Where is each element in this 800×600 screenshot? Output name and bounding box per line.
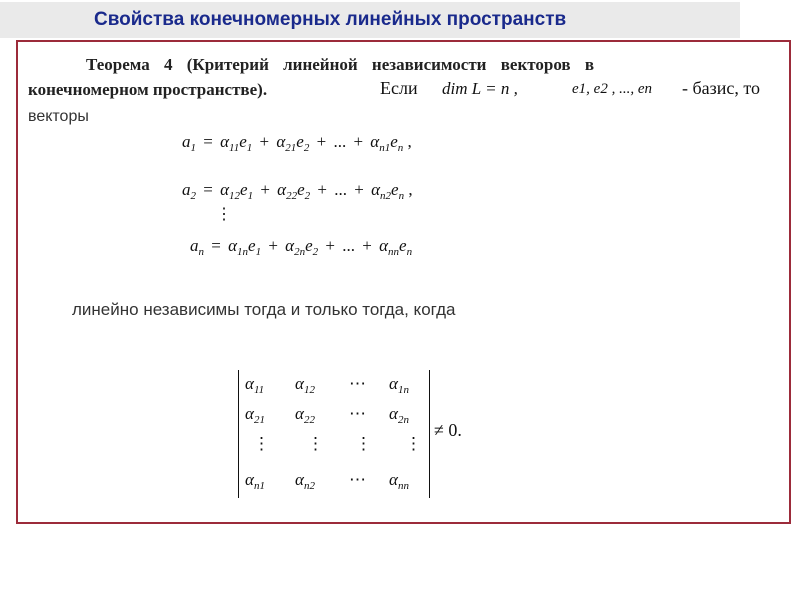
det-cell: $\alpha_{22}$ bbox=[295, 404, 315, 426]
eq1-plus2: + bbox=[316, 132, 327, 151]
eq1-plus1: + bbox=[259, 132, 270, 151]
eq1-equals: = bbox=[203, 132, 213, 151]
theorem-heading: Теорема 4 (Критерий линейной независимости векторов в bbox=[86, 55, 595, 74]
condition-text: линейно независимы тогда и только тогда, когда bbox=[72, 300, 456, 319]
equations-vdots: ⋮ bbox=[216, 206, 232, 223]
det-cell: $\alpha_{n2}$ bbox=[295, 470, 315, 492]
vectors-word: векторы bbox=[28, 108, 89, 125]
eqn-plus1: + bbox=[268, 236, 278, 255]
eqn-term3: $e_n$ bbox=[399, 236, 413, 258]
det-cell: $\alpha_{nn}$ bbox=[389, 470, 409, 492]
eq2-term1: $e_1$ bbox=[240, 180, 254, 202]
det-cell: $\alpha_{n1}$ bbox=[245, 470, 265, 492]
eq1-coeff2: $\alpha_{21}$ bbox=[276, 132, 297, 154]
eq1-plus3: + bbox=[353, 132, 364, 151]
eq1-term1: $e_1$ bbox=[239, 132, 253, 154]
basis-text: - базис, то bbox=[682, 78, 761, 98]
eqn-coeff1: $\alpha_{1n}$ bbox=[228, 236, 249, 258]
eq2-lhs: $a_2$ bbox=[182, 180, 196, 202]
determinant bbox=[238, 370, 430, 498]
det-cell: ⋯ bbox=[349, 470, 366, 489]
eqn-coeff2: $\alpha_{2n}$ bbox=[285, 236, 306, 258]
det-cell: ⋯ bbox=[349, 374, 366, 393]
eqn-equals: = bbox=[211, 236, 221, 255]
det-cell: $\alpha_{1n}$ bbox=[389, 374, 409, 396]
det-cell: ⋮ bbox=[307, 434, 324, 453]
eqn-term2: $e_2$ bbox=[305, 236, 319, 258]
eq1-term3: $e_n$ bbox=[390, 132, 404, 154]
dim-expression: dim L = n , bbox=[442, 79, 518, 98]
theorem-subheading: конечномерном пространстве). bbox=[28, 80, 268, 99]
equation-a2 bbox=[182, 180, 413, 200]
eqn-plus2: + bbox=[325, 236, 335, 255]
eqn-lhs: $a_n$ bbox=[190, 236, 204, 258]
eq1-coeff1: $\alpha_{11}$ bbox=[220, 132, 240, 154]
det-cell: ⋮ bbox=[253, 434, 270, 453]
eqn-plus3: + bbox=[362, 236, 372, 255]
det-cell: $\alpha_{21}$ bbox=[245, 404, 265, 426]
eq2-term2: $e_2$ bbox=[297, 180, 311, 202]
basis-expression: e1, e2 , ..., en bbox=[572, 81, 652, 97]
eq2-plus1: + bbox=[260, 180, 270, 199]
det-cell: $\alpha_{11}$ bbox=[245, 374, 265, 396]
slide-title: Свойства конечномерных линейных пространств bbox=[0, 2, 740, 38]
eq1-term2: $e_2$ bbox=[296, 132, 310, 154]
eq1-coeff3: $\alpha_{n1}$ bbox=[370, 132, 391, 154]
det-cell: $\alpha_{12}$ bbox=[295, 374, 315, 396]
determinant-relation: ≠ 0. bbox=[434, 420, 462, 440]
eq2-ellipsis: ... bbox=[334, 180, 347, 199]
eq2-tail: , bbox=[408, 180, 413, 199]
eq2-coeff1: $\alpha_{12}$ bbox=[220, 180, 241, 202]
equation-a1 bbox=[182, 132, 412, 152]
eq2-plus2: + bbox=[317, 180, 327, 199]
eq1-lhs: $a_1$ bbox=[182, 132, 196, 154]
equation-an bbox=[190, 236, 412, 256]
eqn-term1: $e_1$ bbox=[248, 236, 262, 258]
eq2-plus3: + bbox=[354, 180, 364, 199]
eq2-coeff3: $\alpha_{n2}$ bbox=[371, 180, 392, 202]
if-word: Если bbox=[380, 78, 418, 98]
det-cell: ⋮ bbox=[405, 434, 422, 453]
det-cell: $\alpha_{2n}$ bbox=[389, 404, 409, 426]
eq2-coeff2: $\alpha_{22}$ bbox=[277, 180, 298, 202]
eq2-term3: $e_n$ bbox=[391, 180, 405, 202]
eqn-ellipsis: ... bbox=[342, 236, 355, 255]
eqn-coeff3: $\alpha_{nn}$ bbox=[379, 236, 400, 258]
det-cell: ⋯ bbox=[349, 404, 366, 423]
eq1-ellipsis: ... bbox=[333, 132, 347, 151]
eq2-equals: = bbox=[203, 180, 213, 199]
eq1-tail: , bbox=[407, 132, 412, 151]
det-cell: ⋮ bbox=[355, 434, 372, 453]
